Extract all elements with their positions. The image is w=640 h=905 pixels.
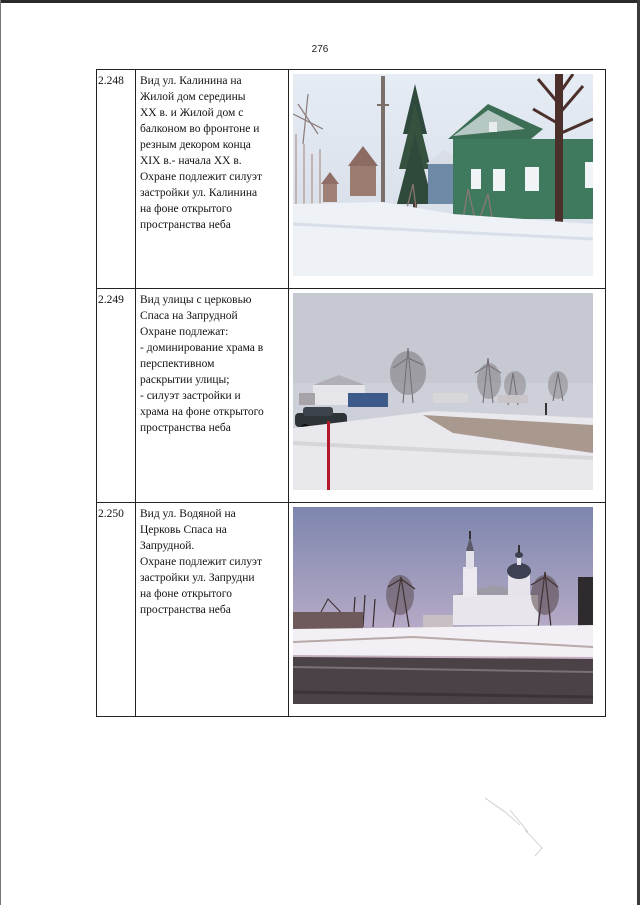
- scan-edge-left: [0, 0, 1, 905]
- table-row: [97, 70, 606, 289]
- row-number: 2.250: [97, 503, 136, 717]
- row-description: Вид ул. Водяной на Церковь Спаса на Запрудной. Охране подлежит силуэт застройки ул. Запрудни на фоне открытого пространства неба: [136, 503, 289, 717]
- row-number: 2.248: [97, 70, 136, 289]
- table-row: [97, 503, 606, 717]
- page-number: 276: [311, 44, 329, 55]
- scan-edge-top: [0, 0, 640, 3]
- table-row: [97, 289, 606, 503]
- heritage-objects-table: [96, 69, 606, 717]
- row-photo-cell: [289, 289, 606, 503]
- church-over-river-photo: [293, 507, 593, 704]
- winter-street-houses-photo: [293, 74, 593, 276]
- pen-signature-mark: [480, 790, 550, 860]
- street-with-church-photo: [293, 293, 593, 490]
- row-description: Вид ул. Калинина на Жилой дом середины XX в. и Жилой дом с балконом во фронтоне и резным декором конца XIX в.- начала XX в. Охране подлежит силуэт застройки ул. Калинина на фоне открытого пространства неба: [136, 70, 289, 289]
- row-description: Вид улицы с церковью Спаса на Запрудной Охране подлежат: - доминирование храма в перспективном раскрытии улицы; - силуэт застройки и храма на фоне открытого пространства неба: [136, 289, 289, 503]
- row-photo-cell: [289, 503, 606, 717]
- row-photo-cell: [289, 70, 606, 289]
- row-number: 2.249: [97, 289, 136, 503]
